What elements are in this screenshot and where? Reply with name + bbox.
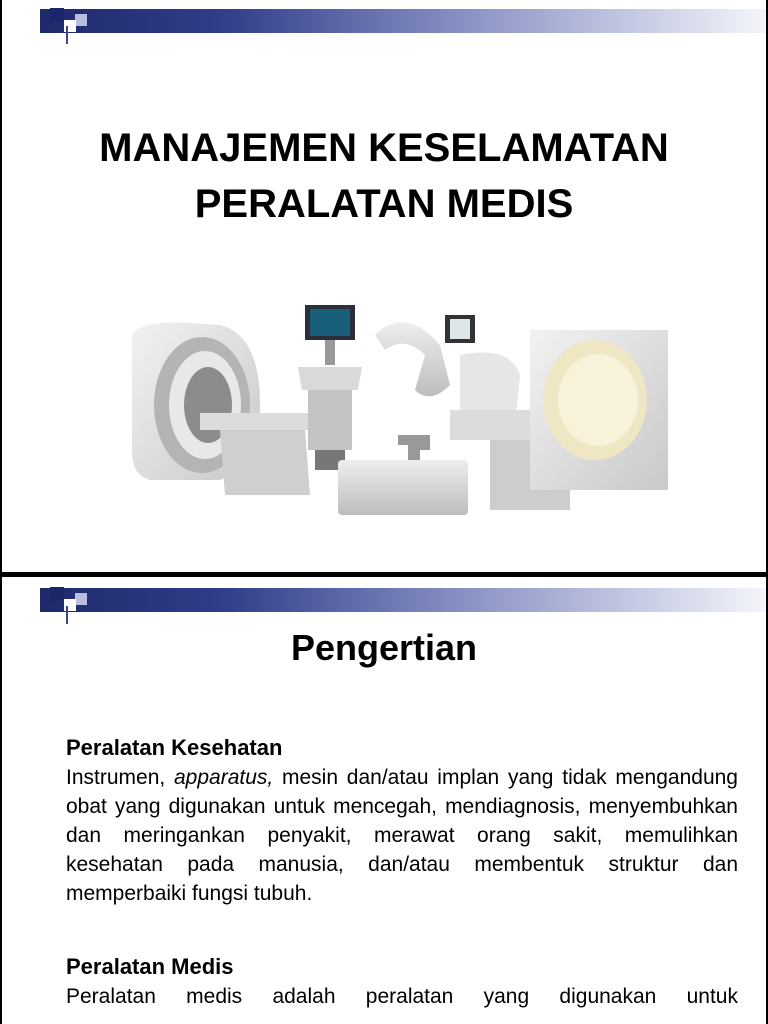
title-line-1: MANAJEMEN KESELAMATAN <box>99 126 669 170</box>
section-heading: Peralatan Medis <box>66 954 234 979</box>
header-bar <box>40 588 766 612</box>
slide-1 <box>2 0 766 572</box>
section-heading: Peralatan Kesehatan <box>66 735 283 760</box>
slide-title: Pengertian <box>290 627 478 668</box>
header-line <box>66 26 68 44</box>
medical-equipment-image <box>130 295 670 525</box>
para-rest: mesin dan/atau implan yang tidak mengandung obat yang digunakan untuk mencegah, mendiagnosis, menyembuhkan dan meringankan penyakit, merawat orang sakit, memulihkan kesehatan pada manusia, dan/atau membentuk struktur dan memperbaiki fungsi tubuh. <box>66 766 738 905</box>
section-paragraph <box>66 763 738 908</box>
header-line <box>66 606 68 624</box>
mri-scanner-icon <box>132 323 310 496</box>
section-paragraph: Peralatan medis adalah peralatan yang digunakan untuk <box>66 985 738 1008</box>
header-bar <box>40 9 766 33</box>
para-italic: apparatus, <box>173 766 274 789</box>
section-peralatan-kesehatan <box>66 733 738 908</box>
header-square-light <box>75 14 87 26</box>
section-peralatan-medis <box>66 952 738 1011</box>
header-square-dark <box>50 8 64 22</box>
slide-title <box>2 120 766 232</box>
header-square-light <box>75 593 87 605</box>
para-start: Instrumen, <box>66 766 174 789</box>
c-arm-xray-icon <box>375 315 520 425</box>
ultrasound-machine-icon <box>298 305 362 470</box>
header-square-dark <box>50 587 64 601</box>
title-line-2: PERALATAN MEDIS <box>194 182 574 226</box>
slide-2 <box>2 577 766 1024</box>
ct-scanner-icon <box>530 330 668 490</box>
